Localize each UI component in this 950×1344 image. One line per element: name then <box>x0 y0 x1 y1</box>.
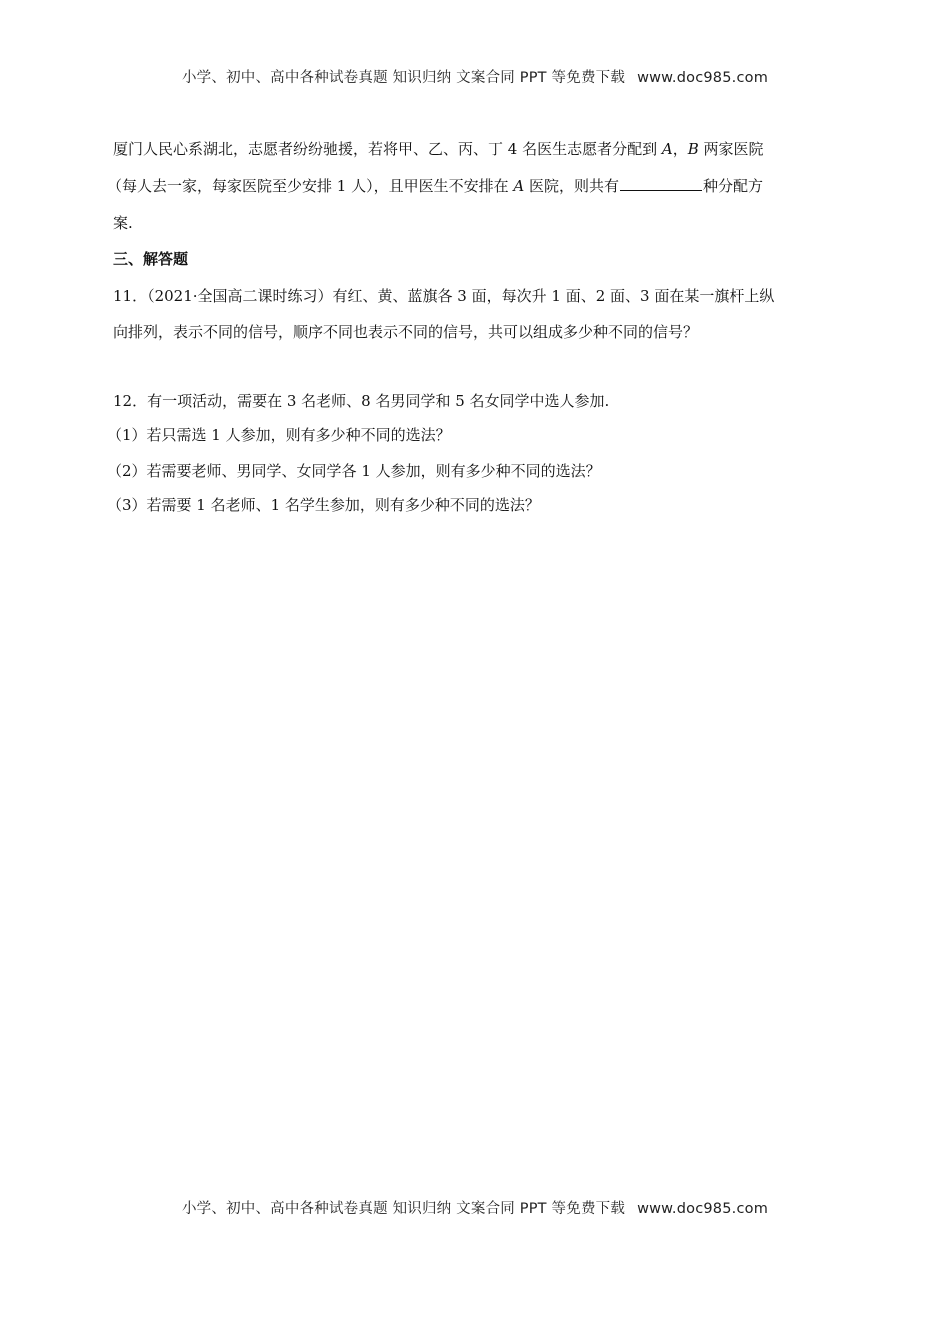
q10-var-a2: A <box>513 177 525 195</box>
answer-blank[interactable] <box>620 176 702 191</box>
header-site-link[interactable]: www.doc985.com <box>637 70 769 86</box>
q10-text-3: 案. <box>113 214 133 232</box>
q10-text-2b: 医院，则共有 <box>524 177 619 195</box>
q12-part-1: （1）若只需选 1 人参加，则有多少种不同的选法？ <box>107 426 451 444</box>
page-header <box>0 66 950 87</box>
q10-text-1a: 厦门人民心系湖北，志愿者纷纷驰援，若将甲、乙、丙、丁 4 名医生志愿者分配到 <box>113 140 662 158</box>
footer-text: 小学、初中、高中各种试卷真题 知识归纳 文案合同 PPT 等免费下载 <box>181 1201 626 1217</box>
q10-text-1b: 两家医院 <box>698 140 764 158</box>
q10-text-2c: 种分配方 <box>702 177 763 195</box>
q12-stem: 12．有一项活动，需要在 3 名老师、8 名男同学和 5 名女同学中选人参加. <box>113 392 610 410</box>
q12-part-2: （2）若需要老师、男同学、女同学各 1 人参加，则有多少种不同的选法？ <box>107 462 601 480</box>
q10-line-1 <box>113 139 764 159</box>
q11-line-1: 11．（2021·全国高二课时练习）有红、黄、蓝旗各 3 面，每次升 1 面、2 面、3 面在某一旗杆上纵 <box>113 287 775 305</box>
q12-part-3: （3）若需要 1 名老师、1 名学生参加，则有多少种不同的选法？ <box>107 496 540 514</box>
q10-comma: ， <box>672 140 688 158</box>
q10-var-a: A <box>661 140 673 158</box>
page-footer <box>0 1197 950 1218</box>
q10-text-2a: （每人去一家，每家医院至少安排 1 人），且甲医生不安排在 <box>107 177 514 195</box>
q10-var-b: B <box>687 140 699 158</box>
q10-line-3 <box>113 213 133 233</box>
q11-line-2: 向排列，表示不同的信号，顺序不同也表示不同的信号，共可以组成多少种不同的信号？ <box>113 323 699 341</box>
section-title: 三、解答题 <box>113 250 189 268</box>
q10-line-2 <box>107 176 763 196</box>
header-text: 小学、初中、高中各种试卷真题 知识归纳 文案合同 PPT 等免费下载 <box>181 70 626 86</box>
footer-site-link[interactable]: www.doc985.com <box>637 1201 769 1217</box>
